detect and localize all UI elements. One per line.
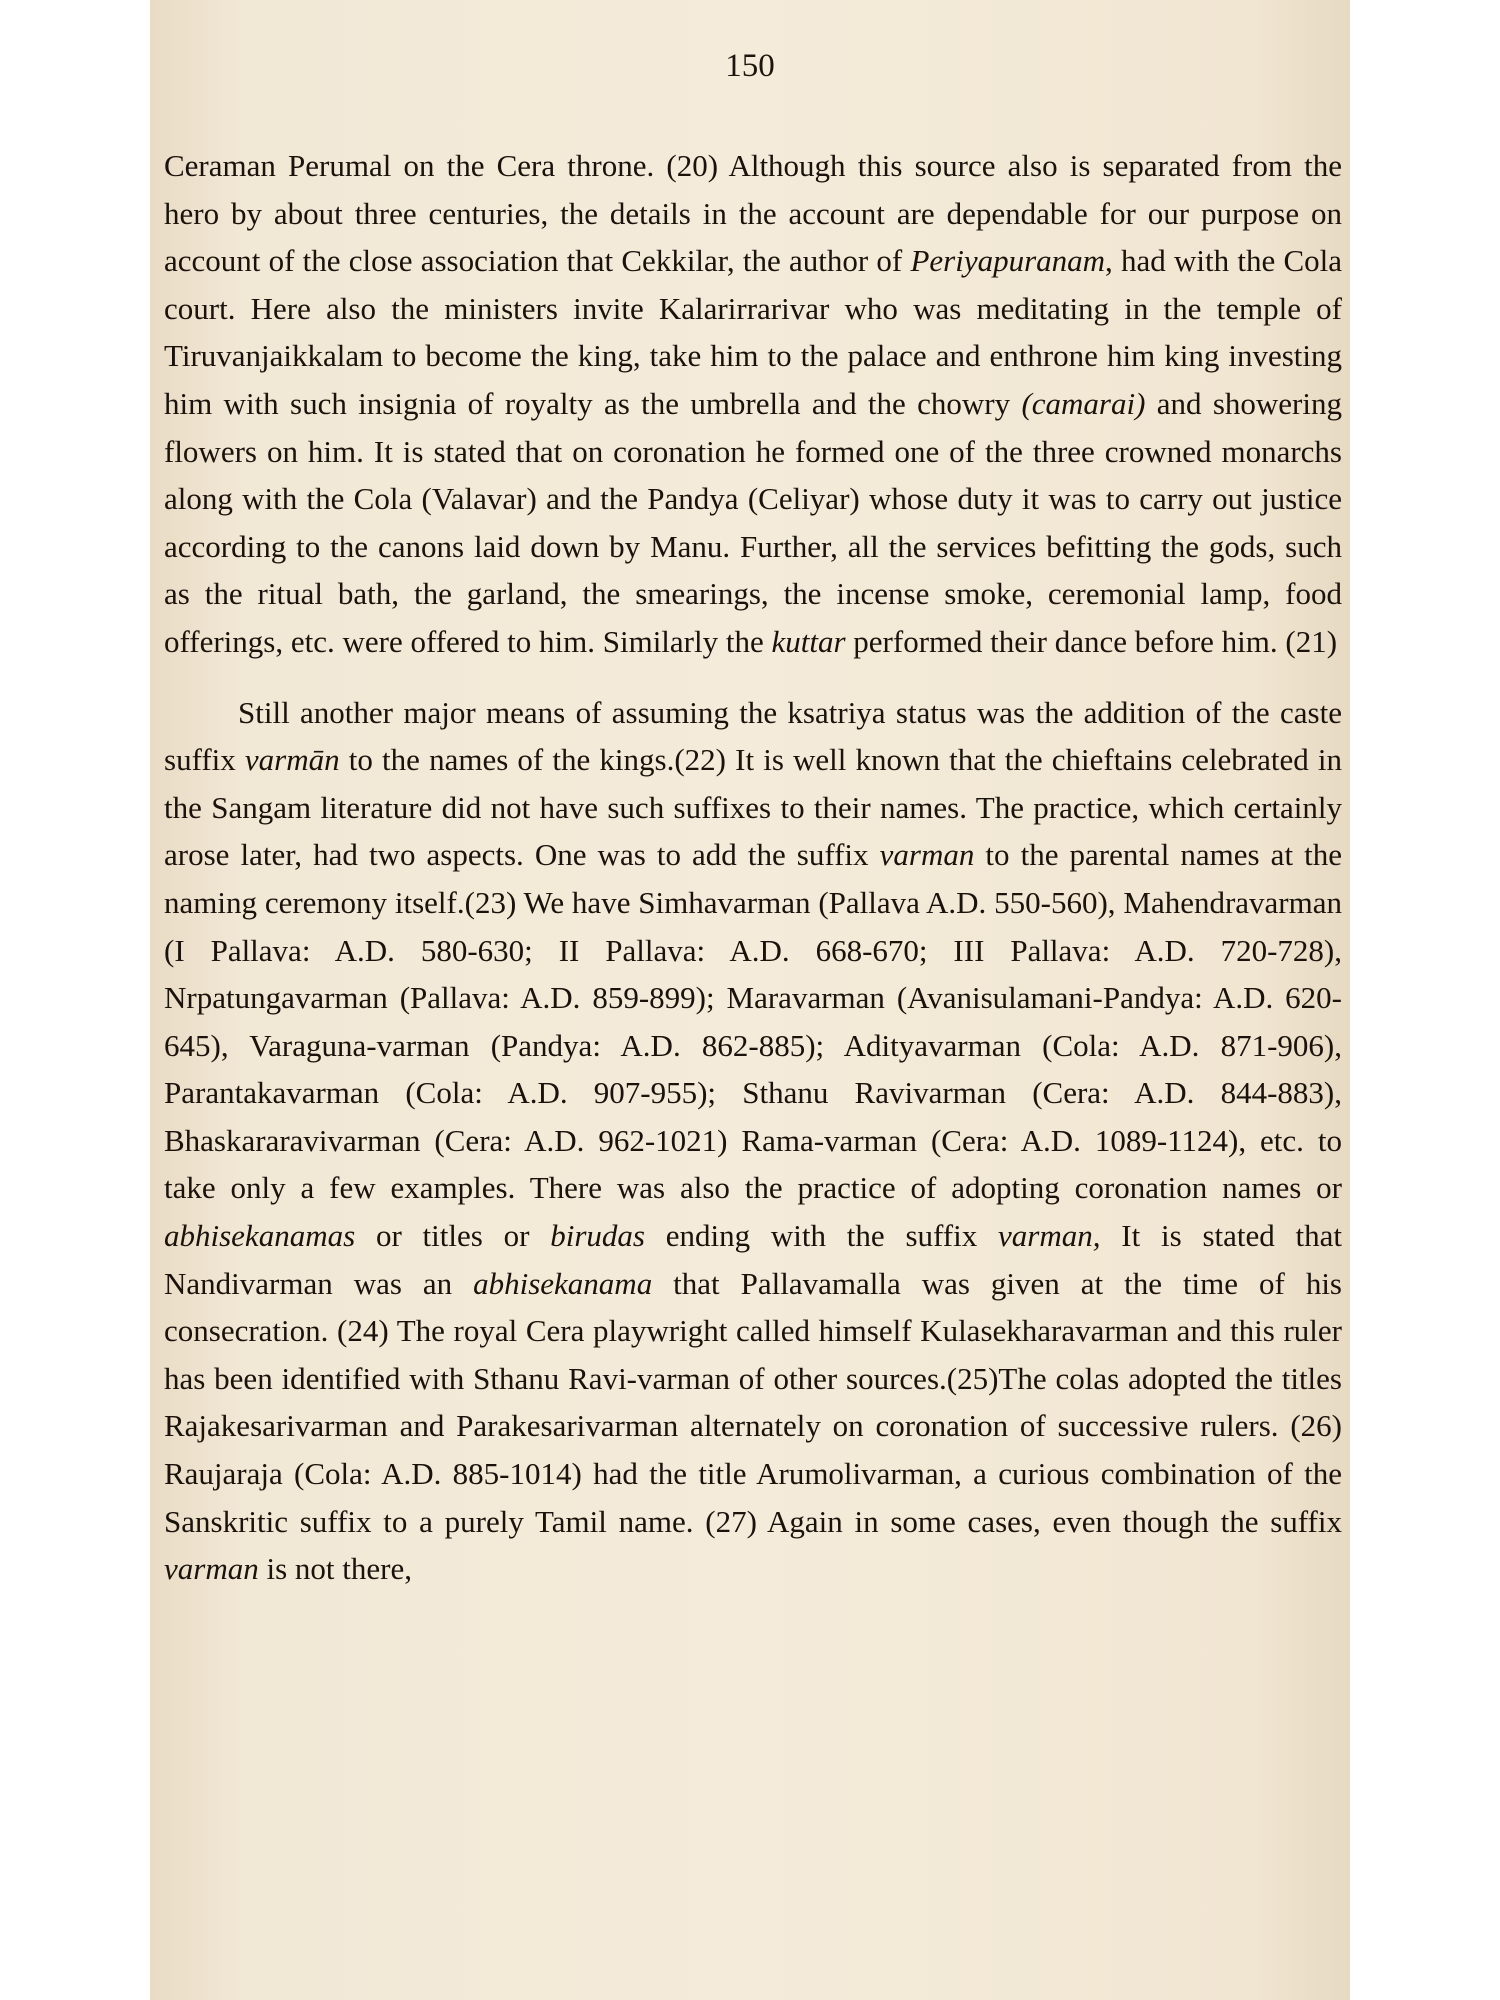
paragraph-ksatriya-status bbox=[164, 689, 1342, 1593]
text-run: that Pallavamalla was given at the time of his consecration. (24) The royal Cera playwright called himself Kulasekharavarman and this ruler has been identified with Sthanu Ravi-varman of other sources.(25)The colas adopted the titles Rajakesarivarman and Parakesarivarman alternately on coronation of successive rulers. (26) Raujaraja (Cola: A.D. 885-1014) had the title Arumolivarman, a curious combination of the Sanskritic suffix to a purely Tamil name. (27) Again in some cases, even though the suffix bbox=[164, 1265, 1342, 1539]
italic-term: abhisekanama bbox=[473, 1265, 653, 1301]
italic-term: abhisekanamas bbox=[164, 1218, 356, 1254]
paragraph-ceraman-perumal bbox=[164, 142, 1342, 666]
italic-term: varman, bbox=[998, 1218, 1101, 1254]
text-run: , had with the Cola court. Here also the ministers invite Kalarirrarivar who was meditating in the temple of Tiruvanjaikkalam to become the king, take him to the palace and enthrone him king investing him with such insignia of royalty as the umbrella and the chowry bbox=[164, 243, 1343, 421]
italic-term: varmān bbox=[244, 742, 340, 778]
text-run: Ceraman Perumal on the Cera throne. (20) Although this source also is separated from the hero by about three centuries, the details in the account are dependable for our purpose on account of the close association that Cekkilar, the author of bbox=[164, 148, 1342, 279]
text-run: and showering flowers on him. It is stated that on coronation he formed one of the three crowned monarchs along with the Cola (Valavar) and the Pandya (Celiyar) whose duty it was to carry out justice according to the canons laid down by Manu. Further, all the services befitting the gods, such as the ritual bath, the garland, the smearings, the incense smoke, ceremonial lamp, food offerings, etc. were offered to him. Similarly the bbox=[164, 385, 1342, 659]
page-body-text bbox=[164, 142, 1342, 1593]
text-run: to the names of the kings.(22) It is well known that the chieftains celebrated in the Sangam literature did not have such suffixes to their names. The practice, which certainly arose later, had two aspects. One was to add the suffix bbox=[164, 742, 1343, 873]
italic-term: varman bbox=[164, 1551, 259, 1587]
italic-term: birudas bbox=[550, 1218, 645, 1254]
italic-term: (camarai) bbox=[1021, 385, 1146, 421]
page-number: 150 bbox=[725, 48, 775, 84]
text-run: is not there, bbox=[258, 1551, 412, 1587]
text-run: or titles or bbox=[355, 1218, 551, 1254]
text-run: to the parental names at the naming ceremony itself.(23) We have Simhavarman (Pallava A.D. 550-560), Mahendravarman (I Pallava: A.D. 580-630; II Pallava: A.D. 668-670; III Pallava: A.D. 720-728), Nrpatungavarman (Pallava: A.D. 859-899); Maravarman (Avanisulamani-Pandya: A.D. 620-645), Varaguna-varman (Pandya: A.D. 862-885); Adityavarman (Cola: A.D. 871-906), Parantakavarman (Cola: A.D. 907-955); Sthanu Ravivarman (Cera: A.D. 844-883), Bhaskararavivarman (Cera: A.D. 962-1021) Rama-varman (Cera: A.D. 1089-1124), etc. to take only a few examples. There was also the practice of adopting coronation names or bbox=[164, 837, 1342, 1206]
text-run: ending with the suffix bbox=[644, 1218, 999, 1254]
italic-term: varman bbox=[879, 837, 975, 873]
italic-term: Periyapuranam bbox=[910, 243, 1106, 279]
text-run: Still another major means of assuming the ksatriya status was the addition of the caste suffix bbox=[164, 694, 1342, 778]
text-run: performed their dance before him. (21) bbox=[845, 623, 1338, 659]
text-run: It is stated that Nandivarman was an bbox=[164, 1218, 1343, 1301]
italic-term: kuttar bbox=[771, 623, 846, 659]
book-page bbox=[150, 0, 1350, 2000]
